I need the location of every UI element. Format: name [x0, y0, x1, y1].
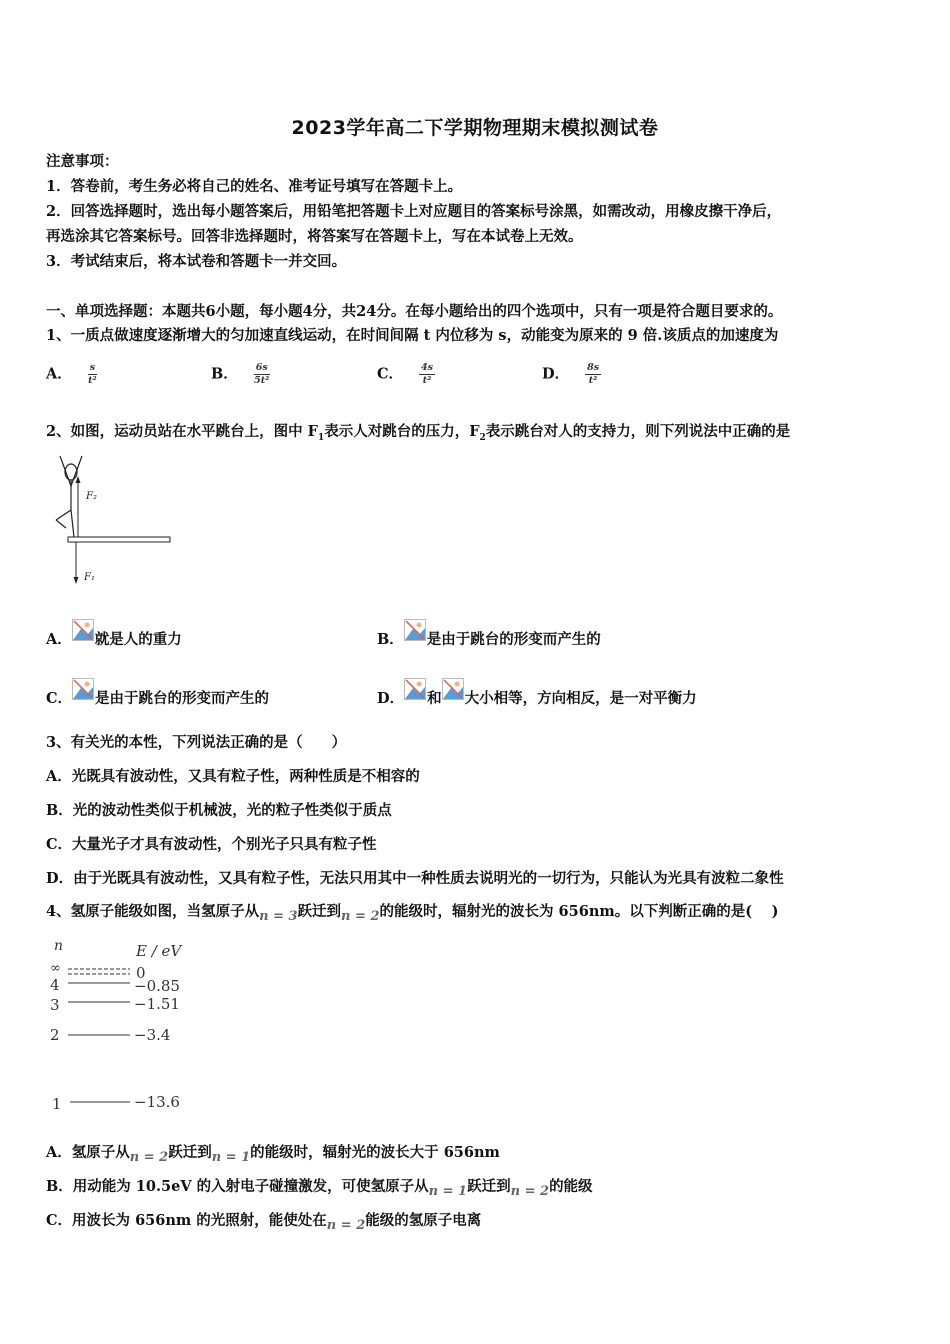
page-title: 2023学年高二下学期物理期末模拟测试卷 — [291, 117, 659, 139]
broken-image-icon — [72, 619, 94, 641]
notice-item: 1．答卷前，考生务必将自己的姓名、准考证号填写在答题卡上。 — [46, 178, 463, 195]
broken-image-icon — [404, 678, 426, 700]
level-energy: −13.6 — [134, 1093, 180, 1111]
diving-board-figure — [46, 452, 176, 587]
q4-stem: 4、氢原子能级如图，当氢原子从n = 3跃迁到n = 2的能级时，辐射光的波长为 656nm。以下判断正确的是( ) — [46, 903, 779, 924]
fraction: $\frac{s}{\text{t²}}$ — [88, 362, 97, 386]
notice-heading: 注意事项： — [46, 153, 119, 170]
level-n: ∞ — [50, 961, 61, 976]
f2-label: F₂ — [86, 491, 97, 502]
option-label: C． — [377, 365, 404, 383]
person-head — [65, 464, 77, 480]
q4-option-b[interactable]: B．用动能为 10.5eV 的入射电子碰撞激发，可使氢原子从n = 1跃迁到n = 2的能级 — [46, 1178, 593, 1199]
q4-option-a[interactable]: A．氢原子从n = 2跃迁到n = 1的能级时，辐射光的波长大于 656nm — [46, 1144, 500, 1165]
notice-item: 再选涂其它答案标号。回答非选择题时，将答案写在答题卡上，写在本试卷上无效。 — [46, 228, 583, 245]
person-arm — [60, 456, 71, 486]
fraction: $\frac{8s}{\text{t²}}$ — [587, 362, 600, 386]
level-n: 4 — [50, 976, 60, 994]
person-leg — [56, 510, 71, 520]
q2-option-c[interactable]: C． 是由于跳台的形变而产生的 — [46, 686, 269, 708]
energy-axis-label: E / eV — [136, 942, 182, 960]
q1-stem: 1、一质点做速度逐渐增大的匀加速直线运动，在时间间隔 t 内位移为 s，动能变为原来的 9 倍.该质点的加速度为 — [46, 327, 779, 344]
option-label: B． — [211, 365, 238, 383]
diving-board — [68, 537, 170, 542]
q1-option-b[interactable] — [211, 362, 270, 387]
person-leg — [56, 520, 66, 528]
q4-option-c[interactable]: C．用波长为 656nm 的光照射，能使处在n = 2能级的氢原子电离 — [46, 1212, 482, 1233]
f1-label: F₁ — [84, 572, 95, 583]
notice-item: 3．考试结束后，将本试卷和答题卡一并交回。 — [46, 253, 347, 270]
q1-option-d[interactable] — [542, 362, 601, 387]
q3-option-c[interactable]: C．大量光子才具有波动性，个别光子只具有粒子性 — [46, 836, 377, 853]
level-energy: −1.51 — [134, 995, 180, 1013]
q3-option-d[interactable]: D．由于光既具有波动性，又具有粒子性，无法只用其中一种性质去说明光的一切行为，只能认为光具有波粒二象性 — [46, 870, 784, 887]
person-leg — [71, 510, 74, 537]
q3-stem: 3、有关光的本性，下列说法正确的是（ ） — [46, 734, 347, 751]
q3-option-b[interactable]: B．光的波动性类似于机械波，光的粒子性类似于质点 — [46, 802, 392, 819]
f1-arrowhead — [74, 577, 79, 584]
broken-image-icon — [442, 678, 464, 700]
q2-option-a[interactable]: A． 就是人的重力 — [46, 627, 182, 649]
q1-option-a[interactable] — [46, 362, 97, 387]
n-axis-label: n — [54, 938, 64, 954]
option-label: D． — [542, 365, 570, 383]
q2-option-d[interactable]: D． 和 大小相等，方向相反，是一对平衡力 — [377, 686, 697, 708]
broken-image-icon — [72, 678, 94, 700]
energy-level-diagram — [46, 936, 206, 1116]
level-energy: −3.4 — [134, 1026, 171, 1044]
level-n: 1 — [52, 1095, 62, 1113]
q2-stem: 2、如图，运动员站在水平跳台上，图中 $F_1$表示人对跳台的压力，$F_2$表示跳台对人的支持力，则下列说法中正确的是 — [46, 423, 791, 443]
q1-option-c[interactable] — [377, 362, 435, 387]
q3-option-a[interactable]: A．光既具有波动性，又具有粒子性，两种性质是不相容的 — [46, 768, 420, 785]
notice-item: 2．回答选择题时，选出每小题答案后，用铅笔把答题卡上对应题目的答案标号涂黑，如需改动，用橡皮擦干净后， — [46, 203, 782, 220]
section-heading: 一、单项选择题：本题共6小题，每小题4分，共24分。在每小题给出的四个选项中，只有一项是符合题目要求的。 — [46, 303, 783, 320]
q2-option-b[interactable]: B． 是由于跳台的形变而产生的 — [377, 627, 601, 649]
level-energy: 0 — [136, 964, 146, 982]
level-energy: −0.85 — [134, 977, 180, 995]
broken-image-icon — [404, 619, 426, 641]
level-n: 2 — [50, 1026, 60, 1044]
level-n: 3 — [50, 996, 60, 1014]
option-label: A． — [46, 365, 72, 383]
fraction: $\frac{6s}{\text{5t²}}$ — [254, 362, 270, 386]
fraction: $\frac{4s}{\text{t²}}$ — [421, 362, 434, 386]
